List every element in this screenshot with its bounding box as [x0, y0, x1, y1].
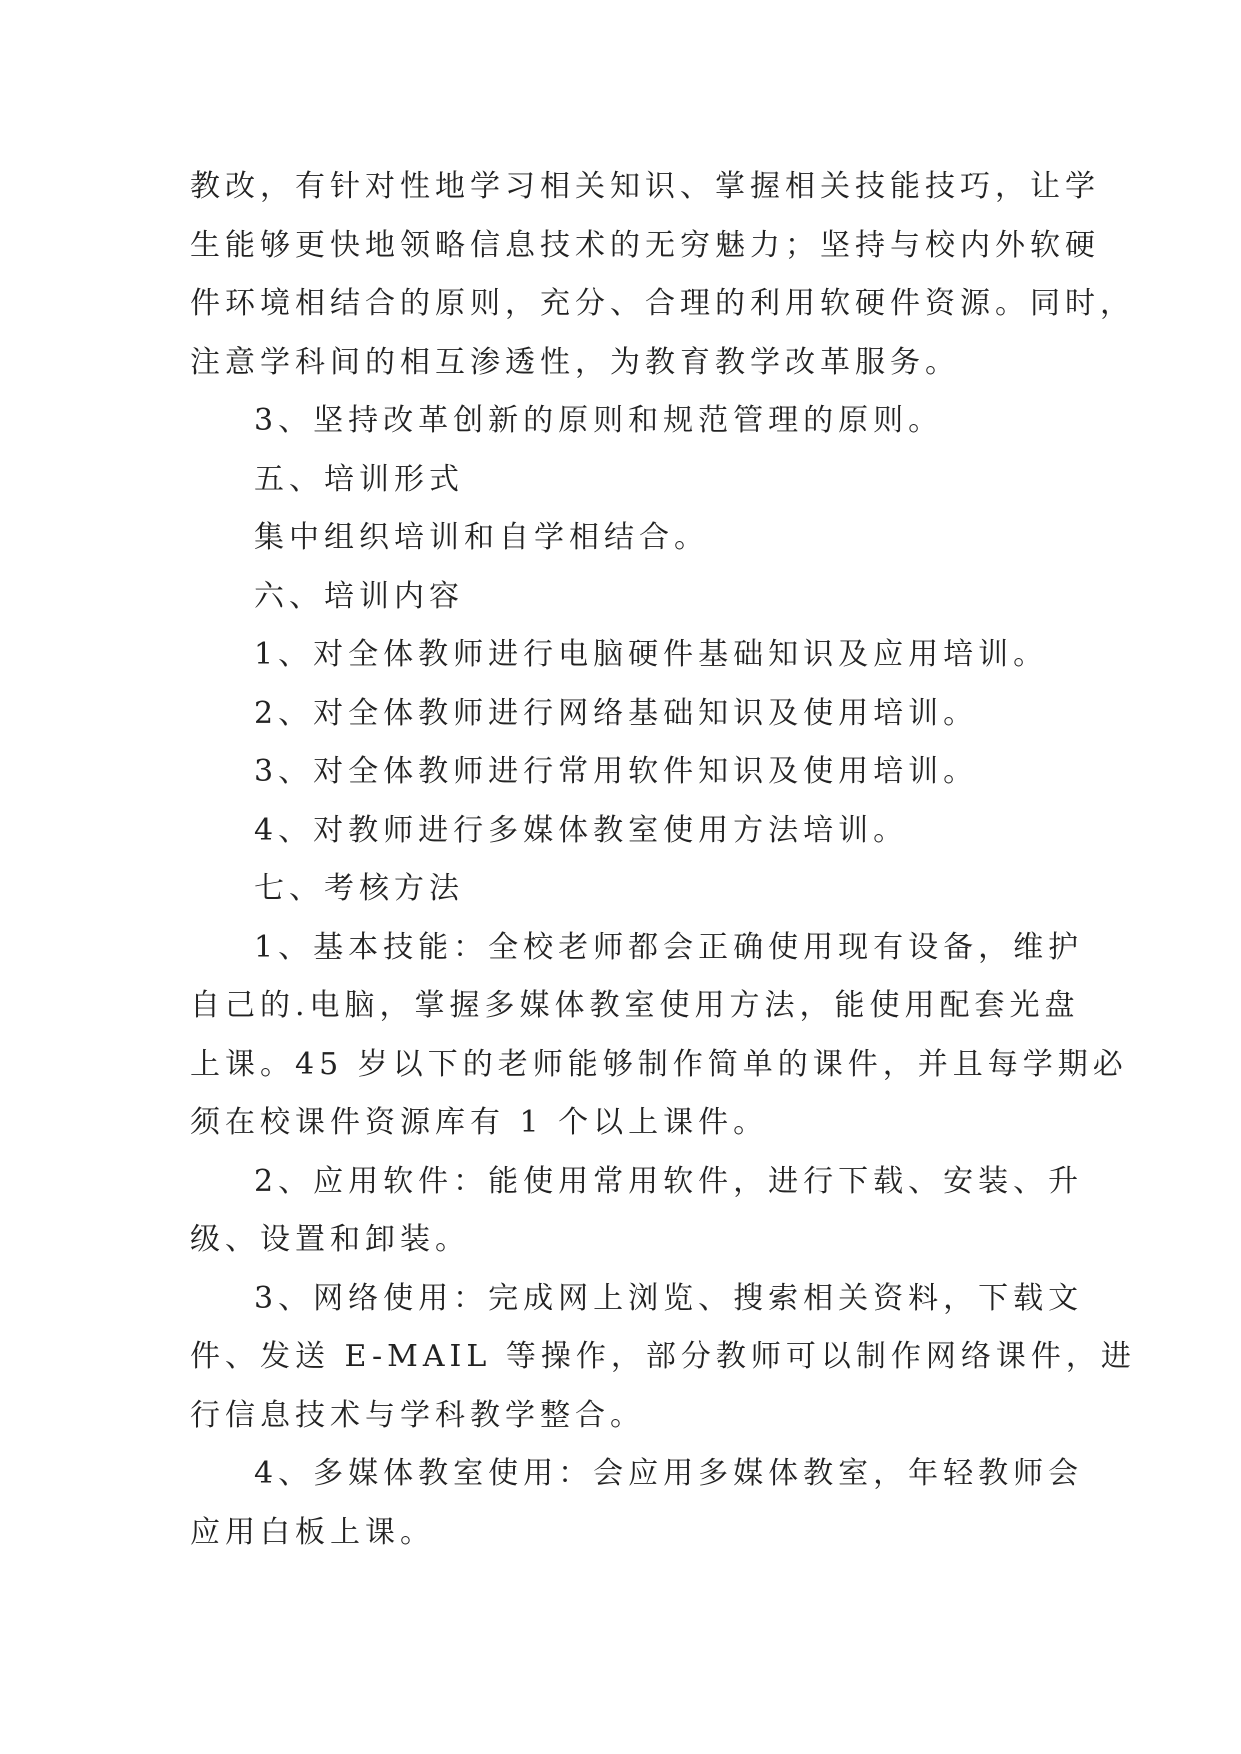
list-item: 4、多媒体教室使用：会应用多媒体教室，年轻教师会 [254, 1456, 1084, 1491]
text-line: 注意学科间的相互渗透性，为教育教学改革服务。 [190, 344, 960, 380]
text-line: 应用白板上课。 [190, 1514, 435, 1550]
section-heading: 六、培训内容 [254, 578, 464, 614]
text-line: 生能够更快地领略信息技术的无穷魅力；坚持与校内外软硬 [190, 227, 1100, 263]
list-item: 2、对全体教师进行网络基础知识及使用培训。 [254, 695, 979, 731]
text-line: 须在校课件资源库有 1 个以上课件。 [190, 1105, 769, 1140]
text-line: 级、设置和卸装。 [190, 1222, 470, 1257]
text-line: 集中组织培训和自学相结合。 [254, 520, 709, 555]
text-line: 3、坚持改革创新的原则和规范管理的原则。 [254, 403, 944, 438]
text-line: 教改，有针对性地学习相关知识、掌握相关技能技巧，让学 [190, 169, 1100, 204]
list-item: 1、对全体教师进行电脑硬件基础知识及应用培训。 [254, 637, 1049, 672]
text-line: 自己的.电脑，掌握多媒体教室使用方法，能使用配套光盘 [190, 988, 1080, 1023]
list-item: 2、应用软件：能使用常用软件，进行下载、安装、升 [254, 1163, 1084, 1199]
list-item: 3、网络使用：完成网上浏览、搜索相关资料，下载文 [254, 1280, 1084, 1316]
list-item: 1、基本技能：全校老师都会正确使用现有设备，维护 [254, 929, 1084, 965]
list-item: 4、对教师进行多媒体教室使用方法培训。 [254, 812, 909, 848]
text-line: 行信息技术与学科教学整合。 [190, 1397, 645, 1433]
document-body [190, 158, 1136, 1562]
section-heading: 七、考核方法 [254, 871, 464, 906]
text-line: 上课。45 岁以下的老师能够制作简单的课件，并且每学期必 [190, 1046, 1128, 1082]
text-line: 件环境相结合的原则，充分、合理的利用软硬件资源。同时， [190, 286, 1135, 321]
text-line: 件、发送 E-MAIL 等操作，部分教师可以制作网络课件，进 [190, 1339, 1136, 1374]
section-heading: 五、培训形式 [254, 461, 464, 497]
list-item: 3、对全体教师进行常用软件知识及使用培训。 [254, 754, 979, 789]
